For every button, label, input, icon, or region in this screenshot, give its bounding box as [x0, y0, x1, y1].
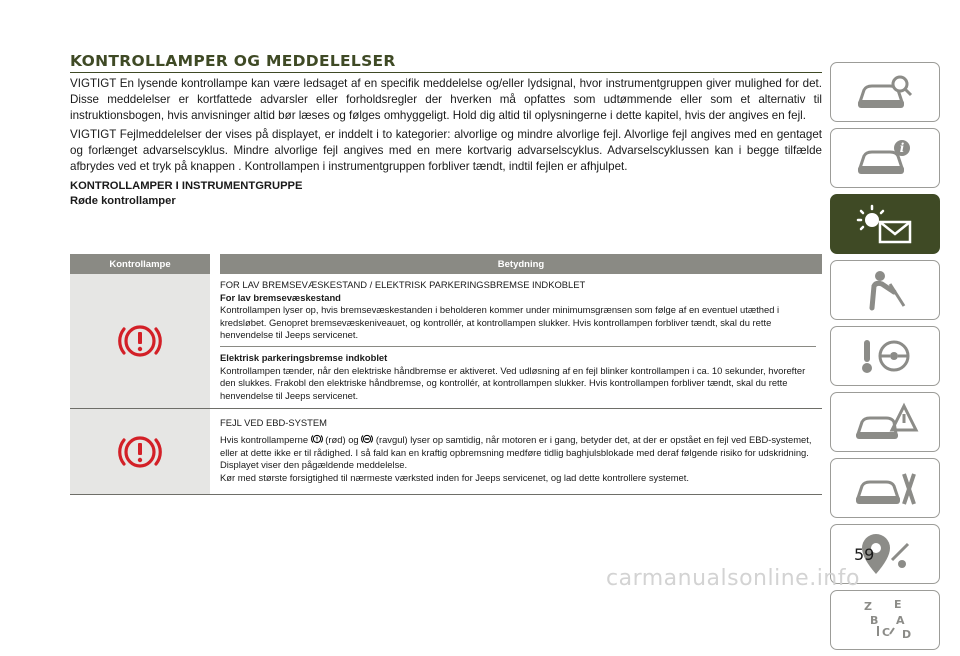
row-subheading: For lav bremsevæskestand [220, 291, 341, 303]
svg-text:C: C [882, 626, 891, 639]
icon-cell [70, 274, 210, 408]
page-title: KONTROLLAMPER OG MEDDELELSER [70, 52, 822, 73]
row-text: Kontrollampen tænder, når den elektriske håndbremse er aktiveret. Ved udløsning af en fejl blinker kontrollampen i ca. 10 sekunder, hvorefter den slukkes. Frakobl den elektriske håndbremse, og kontrollér, at kontrollampen slukker. Hvis kontrollampen forbliver tændt, skal du rette henvendelse til Jeeps servicenet. [220, 364, 806, 401]
brake-warning-icon [115, 316, 165, 366]
watermark: carmanualsonline.info [606, 566, 860, 591]
ebd-warning-icon [115, 427, 165, 477]
tab-car-emergency[interactable] [830, 392, 940, 452]
brake-warning-icon [311, 433, 323, 445]
car-info-icon [850, 134, 920, 182]
svg-text:D: D [902, 628, 912, 641]
table-row [70, 274, 822, 409]
car-tools-icon [850, 464, 920, 512]
meaning-cell [220, 274, 822, 408]
alphabet-index-icon [850, 596, 920, 644]
car-emergency-icon [850, 398, 920, 446]
paragraph-important-1: VIGTIGT En lysende kontrollampe kan være ledsaget af en specifik meddelelse og/eller lydsignal, hvor instrumentgruppen giver mulighed for det. Disse meddelelser er kortfattede advarsler eller forholdsregler der hverken må opfattes som udtømmende eller som et alternativ til instruktionsbogen, hvis anvisninger altid bør læses og følges omhyggeligt. Hold dig altid til oplysningerne i dette kapitel, hvis der angives en fejl. [70, 77, 822, 122]
svg-text:E: E [894, 598, 902, 611]
row-text: Kontrollampen lyser op, hvis bremsevæskestanden i beholderen kommer under minimumsgrænsen som følge af en eventuel utæthed i kredsløbet. Genopret bremsevæskeniveauet, og kontrollér, at kontrollampen slukker. Hvis kontrollampen forbliver tændt, skal du rette henvendelse til Jeeps servicenet. [220, 304, 780, 341]
svg-text:A: A [896, 614, 905, 627]
steering-wheel-icon [850, 332, 920, 380]
seat-person-icon [850, 266, 920, 314]
tab-car-info[interactable] [830, 128, 940, 188]
row-heading: FOR LAV BREMSEVÆSKESTAND / ELEKTRISK PARKERINGSBREMSE INDKOBLET [220, 279, 586, 290]
warning-lights-table [70, 254, 822, 495]
column-header-lamp: Kontrollampe [109, 258, 171, 270]
icon-cell [70, 409, 210, 494]
tab-car-tools[interactable] [830, 458, 940, 518]
svg-text:Z: Z [864, 600, 872, 613]
tab-car-search[interactable] [830, 62, 940, 122]
tab-warning-lights[interactable] [830, 194, 940, 254]
abs-warning-icon [361, 433, 373, 445]
tab-steering-wheel[interactable] [830, 326, 940, 386]
section-heading: KONTROLLAMPER I INSTRUMENTGRUPPE [70, 180, 303, 192]
content [70, 52, 822, 209]
page-number: 59 [854, 545, 875, 564]
row-text: Kør med største forsigtighed til nærmeste værksted inden for Jeeps servicenet, og lad dette kontrollere systemet. [220, 471, 689, 483]
row-subheading: Elektrisk parkeringsbremse indkoblet [220, 351, 388, 363]
table-header [70, 254, 822, 274]
car-search-icon [850, 68, 920, 116]
column-header-meaning: Betydning [497, 258, 545, 270]
svg-text:B: B [870, 614, 879, 627]
tab-alphabet-index[interactable] [830, 590, 940, 650]
table-row [70, 409, 822, 495]
subsection-heading: Røde kontrollamper [70, 195, 176, 207]
paragraph-important-2: VIGTIGT Fejlmeddelelser der vises på displayet, er inddelt i to kategorier: alvorlige og mindre alvorlige fejl. Alvorlige fejl angives med en gentaget og forlænget advarselscyklus. Mindre alvorlige fejl angives med en mere kortvarig advarselscyklus. Advarselscyklussen kan i begge tilfælde afbrydes ved et tryk på knappen . Kontrollampen i instrumentgruppen forbliver tændt, indtil fejlen er afhjulpet. [70, 128, 822, 173]
meaning-cell [220, 409, 822, 494]
row-text: Hvis kontrollamperne (rød) og (ravgul) lyser op samtidig, når motoren er i gang, betyder det, at der er opstået en fejl ved EBD-systemet, eller at dette ikke er til rådighed. I så fald kan en kraftig opbremsning medføre tidlig baghjulsblokade med deraf følgende risiko for udskridning. Displayet viser den pågældende meddelelse. [220, 433, 812, 471]
svg-text:i: i [899, 141, 905, 155]
warning-lights-icon [850, 200, 920, 248]
tab-seat-person[interactable] [830, 260, 940, 320]
row-heading: FEJL VED EBD-SYSTEM [220, 417, 327, 429]
